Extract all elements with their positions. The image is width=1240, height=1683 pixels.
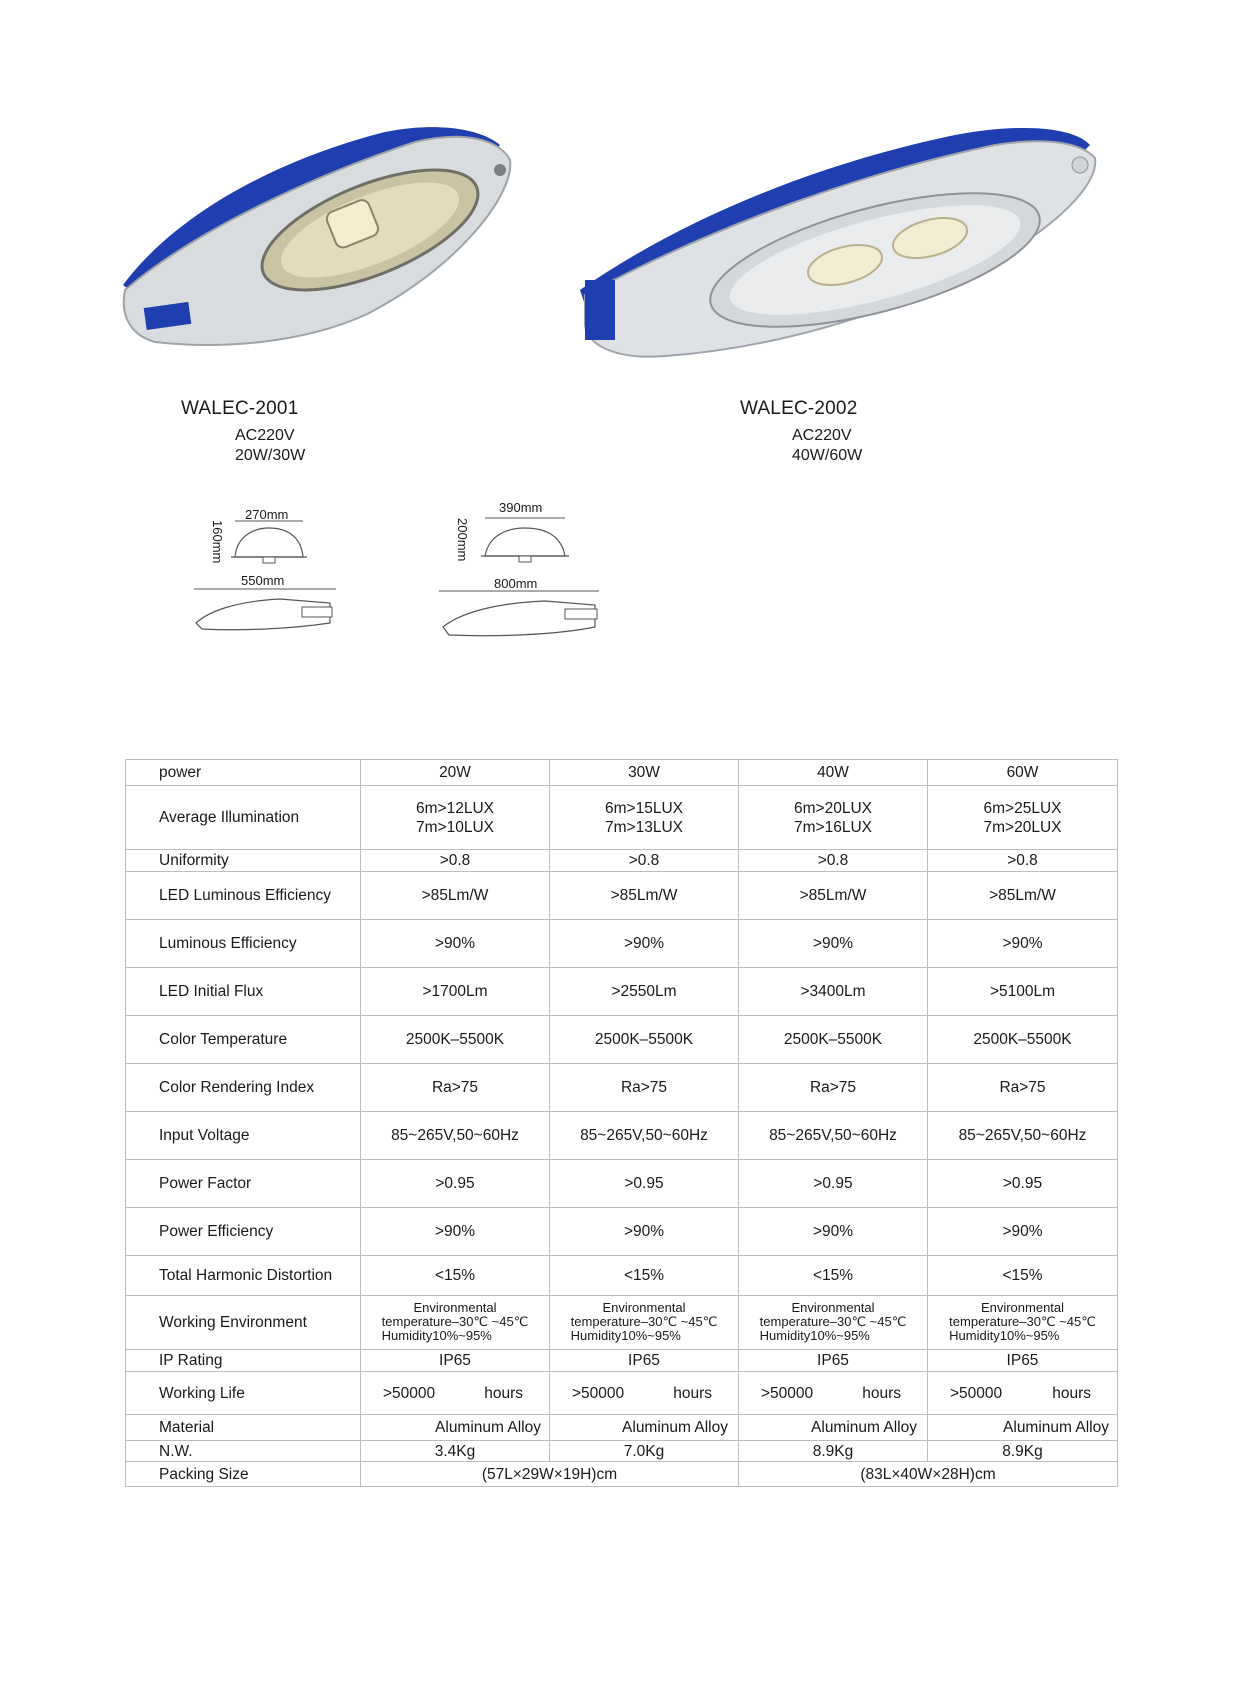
table-cell: (57L×29W×19H)cm (361, 1462, 739, 1487)
table-cell: 85~265V,50~60Hz (928, 1112, 1118, 1160)
dimension-side-view-1 (190, 585, 340, 635)
table-cell: 7.0Kg (550, 1441, 739, 1462)
cell-line: temperature–30℃ ~45℃ (381, 1313, 529, 1329)
table-cell: >85Lm/W (550, 872, 739, 920)
table-cell: >85Lm/W (361, 872, 550, 920)
row-label: Power Efficiency (126, 1208, 361, 1256)
row-label: Luminous Efficiency (126, 920, 361, 968)
table-cell: >3400Lm (739, 968, 928, 1016)
table-cell: >85Lm/W (739, 872, 928, 920)
table-row (126, 1064, 1118, 1112)
table-cell: <15% (928, 1256, 1118, 1296)
table-cell: 85~265V,50~60Hz (550, 1112, 739, 1160)
table-row (126, 850, 1118, 872)
row-label: Color Temperature (126, 1016, 361, 1064)
table-cell: >90% (550, 920, 739, 968)
table-row (126, 1160, 1118, 1208)
row-label: Color Rendering Index (126, 1064, 361, 1112)
life-value: >50000 (383, 1384, 436, 1402)
cell-line: temperature–30℃ ~45℃ (949, 1313, 1096, 1329)
table-cell: 60W (928, 760, 1118, 786)
table-cell (739, 786, 928, 850)
table-cell (361, 1372, 550, 1415)
row-label: Working Life (126, 1372, 361, 1415)
dimension-length-1: 550mm (241, 573, 285, 588)
specification-table (125, 759, 1118, 1487)
table-cell: Ra>75 (361, 1064, 550, 1112)
row-label: Packing Size (126, 1462, 361, 1487)
cell-line: 7m>10LUX (416, 818, 494, 836)
table-cell: >0.95 (361, 1160, 550, 1208)
table-cell: Ra>75 (739, 1064, 928, 1112)
cell-line: Humidity10%~95% (949, 1327, 1060, 1343)
table-cell: <15% (550, 1256, 739, 1296)
product-photo-walec-2001 (115, 120, 525, 355)
cell-line: Environmental (980, 1299, 1065, 1315)
life-unit: hours (1052, 1384, 1091, 1402)
table-cell (550, 1372, 739, 1415)
table-row (126, 968, 1118, 1016)
table-cell: >90% (928, 1208, 1118, 1256)
table-cell: Aluminum Alloy (739, 1415, 928, 1441)
table-row (126, 1112, 1118, 1160)
table-cell: 2500K–5500K (928, 1016, 1118, 1064)
cell-line: 7m>20LUX (983, 818, 1062, 836)
life-unit: hours (673, 1384, 712, 1402)
table-cell: 8.9Kg (739, 1441, 928, 1462)
row-label: LED Luminous Efficiency (126, 872, 361, 920)
table-cell: >0.8 (739, 850, 928, 872)
table-row-ip (126, 1350, 1118, 1372)
table-cell: 30W (550, 760, 739, 786)
table-row-illumination (126, 786, 1118, 850)
table-row (126, 1256, 1118, 1296)
life-value: >50000 (761, 1384, 814, 1402)
table-cell (928, 1296, 1118, 1350)
table-cell: >0.95 (739, 1160, 928, 1208)
cell-line: 6m>20LUX (794, 799, 872, 817)
table-row-packing (126, 1462, 1118, 1487)
row-label: Uniformity (126, 850, 361, 872)
cell-line: Humidity10%~95% (381, 1327, 492, 1343)
table-cell: 3.4Kg (361, 1441, 550, 1462)
life-value: >50000 (950, 1384, 1003, 1402)
cell-line: 6m>12LUX (416, 799, 494, 817)
table-cell: IP65 (361, 1350, 550, 1372)
product-model-2: WALEC-2002 (740, 398, 858, 419)
row-label: Material (126, 1415, 361, 1441)
dimension-front-view-1 (225, 515, 310, 570)
dimension-front-view-2 (475, 512, 575, 572)
table-cell: >5100Lm (928, 968, 1118, 1016)
cell-line: 6m>25LUX (983, 799, 1062, 817)
table-cell: >90% (928, 920, 1118, 968)
table-cell: 85~265V,50~60Hz (739, 1112, 928, 1160)
table-cell: >85Lm/W (928, 872, 1118, 920)
table-cell: IP65 (550, 1350, 739, 1372)
table-row (126, 872, 1118, 920)
table-row-weight (126, 1441, 1118, 1462)
cell-line: Environmental (602, 1299, 686, 1315)
table-row (126, 1016, 1118, 1064)
table-cell: >90% (361, 920, 550, 968)
table-cell: >90% (550, 1208, 739, 1256)
table-row (126, 1208, 1118, 1256)
table-cell: >0.8 (928, 850, 1118, 872)
table-cell: >0.95 (550, 1160, 739, 1208)
cell-line: Environmental (791, 1299, 875, 1315)
table-cell: >0.8 (550, 850, 739, 872)
product-voltage-1: AC220V (235, 427, 295, 444)
table-cell: IP65 (739, 1350, 928, 1372)
product-power-1: 20W/30W (235, 447, 306, 464)
cell-line: Humidity10%~95% (570, 1327, 681, 1343)
table-cell: Ra>75 (928, 1064, 1118, 1112)
table-cell (361, 786, 550, 850)
table-cell: 40W (739, 760, 928, 786)
cell-line: Humidity10%~95% (759, 1327, 870, 1343)
product-photo-walec-2002 (575, 120, 1115, 370)
life-unit: hours (862, 1384, 901, 1402)
table-cell: >90% (361, 1208, 550, 1256)
table-row-power (126, 760, 1118, 786)
cell-line: Environmental (413, 1299, 497, 1315)
cell-line: 7m>13LUX (605, 818, 683, 836)
table-cell: 20W (361, 760, 550, 786)
table-cell: >2550Lm (550, 968, 739, 1016)
table-cell (739, 1372, 928, 1415)
row-label: IP Rating (126, 1350, 361, 1372)
dimension-width-1: 270mm (245, 507, 289, 522)
table-cell: (83L×40W×28H)cm (739, 1462, 1118, 1487)
cell-line: temperature–30℃ ~45℃ (759, 1313, 907, 1329)
row-label: Average Illumination (126, 786, 361, 850)
table-row-life (126, 1372, 1118, 1415)
table-cell: 2500K–5500K (361, 1016, 550, 1064)
life-value: >50000 (572, 1384, 625, 1402)
table-cell: 85~265V,50~60Hz (361, 1112, 550, 1160)
table-cell (361, 1296, 550, 1350)
table-cell: >0.8 (361, 850, 550, 872)
table-cell (550, 1296, 739, 1350)
row-label: Input Voltage (126, 1112, 361, 1160)
table-cell: >90% (739, 1208, 928, 1256)
cell-line: 7m>16LUX (794, 818, 872, 836)
row-label: Power Factor (126, 1160, 361, 1208)
table-cell: >1700Lm (361, 968, 550, 1016)
cell-line: temperature–30℃ ~45℃ (570, 1313, 718, 1329)
dimension-height-1: 160mm (210, 520, 225, 564)
dimension-length-2: 800mm (494, 576, 538, 591)
dimension-side-view-2 (435, 587, 605, 642)
row-label: Working Environment (126, 1296, 361, 1350)
table-cell: Aluminum Alloy (928, 1415, 1118, 1441)
table-cell: 2500K–5500K (739, 1016, 928, 1064)
table-row-material (126, 1415, 1118, 1441)
row-label: LED Initial Flux (126, 968, 361, 1016)
row-label: power (126, 760, 361, 786)
table-cell: Ra>75 (550, 1064, 739, 1112)
table-cell: <15% (361, 1256, 550, 1296)
table-cell: 2500K–5500K (550, 1016, 739, 1064)
table-cell: Aluminum Alloy (361, 1415, 550, 1441)
table-cell: >0.95 (928, 1160, 1118, 1208)
cell-line: 6m>15LUX (605, 799, 683, 817)
table-cell: >90% (739, 920, 928, 968)
table-cell: <15% (739, 1256, 928, 1296)
table-cell: 8.9Kg (928, 1441, 1118, 1462)
life-unit: hours (484, 1384, 523, 1402)
product-voltage-2: AC220V (792, 427, 852, 444)
dimension-height-2: 200mm (455, 518, 470, 562)
table-cell (550, 786, 739, 850)
row-label: Total Harmonic Distortion (126, 1256, 361, 1296)
table-cell: Aluminum Alloy (550, 1415, 739, 1441)
table-cell (928, 1372, 1118, 1415)
dimension-width-2: 390mm (499, 500, 543, 515)
product-power-2: 40W/60W (792, 447, 863, 464)
table-cell: IP65 (928, 1350, 1118, 1372)
row-label: N.W. (126, 1441, 361, 1462)
table-cell (739, 1296, 928, 1350)
product-model-1: WALEC-2001 (181, 398, 299, 419)
table-cell (928, 786, 1118, 850)
table-row (126, 920, 1118, 968)
table-row-environment (126, 1296, 1118, 1350)
